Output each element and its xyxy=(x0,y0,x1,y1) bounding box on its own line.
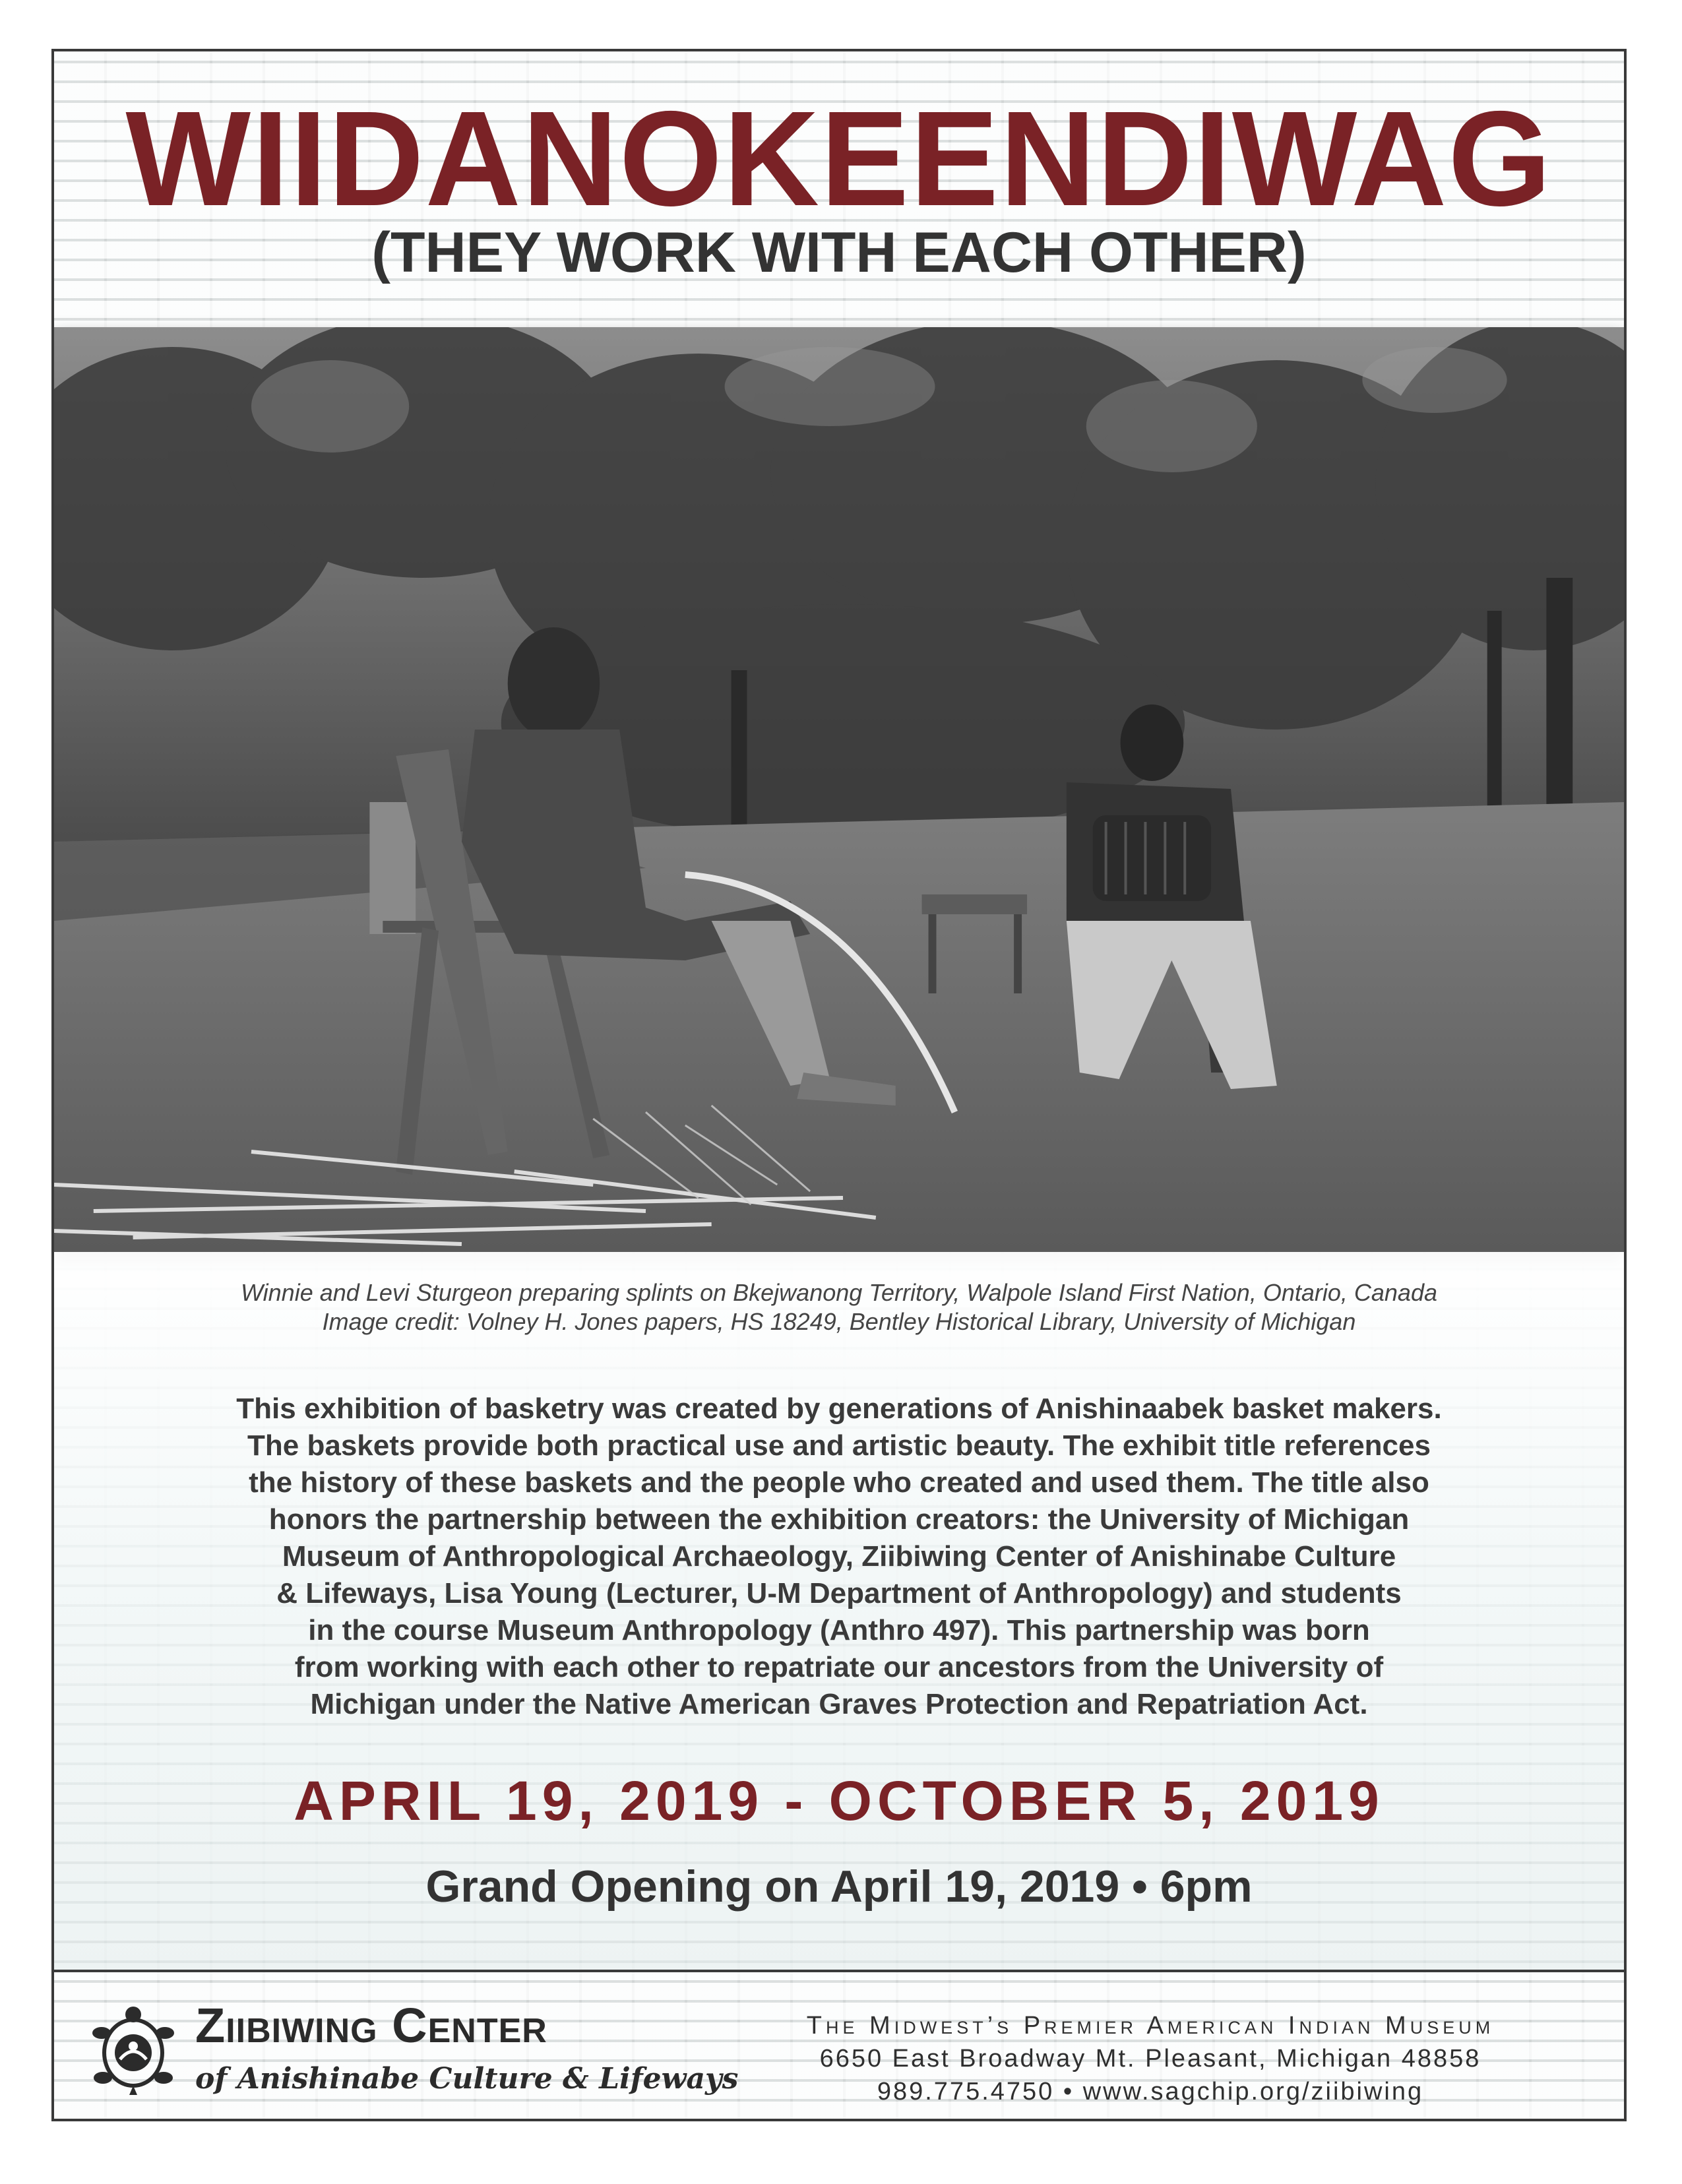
org-tagline: of Anishinabe Culture & Lifeways xyxy=(195,2062,739,2096)
description-line: & Lifeways, Lisa Young (Lecturer, U-M Department of Anthropology) and students xyxy=(276,1577,1402,1609)
archival-photo xyxy=(54,327,1624,1252)
org-name: Ziibiwing Center xyxy=(195,1998,547,2053)
poster-footer xyxy=(54,1970,1624,2121)
exhibition-info xyxy=(54,1252,1624,1970)
description-line: in the course Museum Anthropology (Anthro 497). This partnership was born xyxy=(308,1614,1370,1646)
turtle-logo-icon xyxy=(91,2004,175,2096)
museum-address: 6650 East Broadway Mt. Pleasant, Michigan 48858 xyxy=(819,2045,1481,2073)
museum-info xyxy=(735,2009,1566,2108)
photo-caption xyxy=(54,1278,1624,1336)
caption-credit: Image credit: Volney H. Jones papers, HS 18249, Bentley Historical Library, University of Michigan xyxy=(322,1308,1356,1335)
museum-contact: 989.775.4750 • www.sagchip.org/ziibiwing xyxy=(877,2078,1424,2106)
poster-header xyxy=(54,51,1624,327)
description-line: the history of these baskets and the people who created and used them. The title also xyxy=(249,1466,1429,1499)
description-line: Michigan under the Native American Graves Protection and Repatriation Act. xyxy=(310,1688,1368,1720)
poster-frame xyxy=(51,49,1627,2121)
description-line: The baskets provide both practical use and artistic beauty. The exhibit title references xyxy=(247,1429,1431,1462)
exhibition-subtitle: (THEY WORK WITH EACH OTHER) xyxy=(371,221,1307,284)
museum-tagline: The Midwest’s Premier American Indian Museum xyxy=(806,2012,1495,2040)
caption-line: Winnie and Levi Sturgeon preparing splints on Bkejwanong Territory, Walpole Island First Nation, Ontario, Canada xyxy=(241,1279,1437,1306)
basket-makers-photo xyxy=(54,327,1624,1252)
exhibition-description xyxy=(146,1390,1532,1723)
exhibition-title: WIIDANOKEENDIWAG xyxy=(125,83,1553,234)
description-line: Museum of Anthropological Archaeology, Ziibiwing Center of Anishinabe Culture xyxy=(282,1540,1396,1573)
description-line: This exhibition of basketry was created by generations of Anishinaabek basket makers. xyxy=(236,1392,1442,1425)
grand-opening: Grand Opening on April 19, 2019 • 6pm xyxy=(425,1861,1253,1912)
description-line: honors the partnership between the exhibition creators: the University of Michigan xyxy=(268,1503,1410,1536)
exhibition-dates: APRIL 19, 2019 - OCTOBER 5, 2019 xyxy=(294,1770,1385,1832)
description-line: from working with each other to repatriate our ancestors from the University of xyxy=(294,1651,1384,1683)
